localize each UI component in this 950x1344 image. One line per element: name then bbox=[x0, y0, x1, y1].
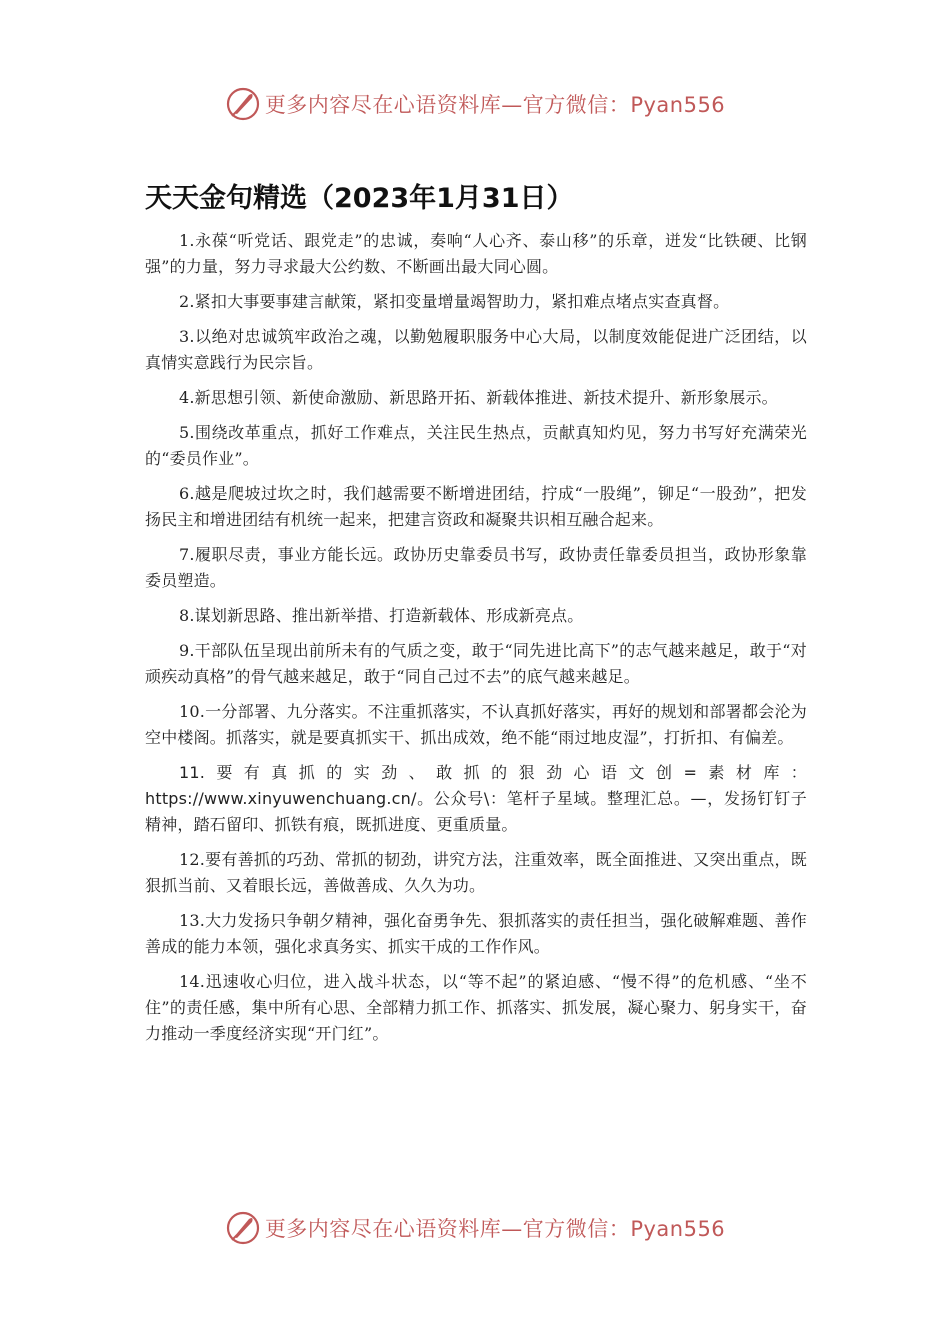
footer-banner-text: 更多内容尽在心语资料库—官方微信：Pyan556 bbox=[264, 1217, 726, 1241]
paragraph-9: 9.干部队伍呈现出前所未有的气质之变，敢于“同先进比高下”的志气越来越足，敢于“对顽疾动真格”的骨气越来越足，敢于“同自己过不去”的底气越来越足。 bbox=[145, 641, 807, 686]
paragraph-14: 14.迅速收心归位，进入战斗状态，以“等不起”的紧迫感、“慢不得”的危机感、“坐不住”的责任感，集中所有心思、全部精力抓工作、抓落实、抓发展，凝心聚力、躬身实干，奋力推动一季度经济实现“开门红”。 bbox=[145, 972, 807, 1043]
paragraph-10: 10.一分部署、九分落实。不注重抓落实，不认真抓好落实，再好的规划和部署都会沦为空中楼阁。抓落实，就是要真抓实干、抓出成效，绝不能“雨过地皮湿”，打折扣、有偏差。 bbox=[145, 702, 807, 747]
paragraph-11: 11.要有真抓的实劲、敢抓的狠劲心语文创=素材库：https://www.xinyuwenchuang.cn/。公众号\：笔杆子星域。整理汇总。—，发扬钉钉子精神，踏石留印、抓铁有痕，既抓进度、更重质量。 bbox=[145, 763, 807, 834]
paragraph-6: 6.越是爬坡过坎之时，我们越需要不断增进团结，拧成“一股绳”，铆足“一股劲”，把发扬民主和增进团结有机统一起来，把建言资政和凝聚共识相互融合起来。 bbox=[145, 484, 807, 529]
document-body bbox=[145, 228, 807, 1056]
paragraph-8: 8.谋划新思路、推出新举措、打造新载体、形成新亮点。 bbox=[179, 606, 584, 625]
paragraph-4: 4.新思想引领、新使命激励、新思路开拓、新载体推进、新技术提升、新形象展示。 bbox=[179, 388, 778, 407]
header-banner bbox=[0, 84, 950, 124]
document-title: 天天金句精选（2023年1月31日） bbox=[145, 183, 574, 214]
paragraph-13: 13.大力发扬只争朝夕精神，强化奋勇争先、狠抓落实的责任担当，强化破解难题、善作善成的能力本领，强化求真务实、抓实干成的工作作风。 bbox=[145, 911, 807, 956]
paragraph-1: 1.永葆“听党话、跟党走”的忠诚，奏响“人心齐、泰山移”的乐章，迸发“比铁硬、比钢强”的力量，努力寻求最大公约数、不断画出最大同心圆。 bbox=[145, 231, 807, 276]
footer-banner bbox=[0, 1208, 950, 1248]
paragraph-2: 2.紧扣大事要事建言献策，紧扣变量增量竭智助力，紧扣难点堵点实查真督。 bbox=[179, 292, 730, 311]
header-banner-text: 更多内容尽在心语资料库—官方微信：Pyan556 bbox=[264, 93, 726, 117]
paragraph-3: 3.以绝对忠诚筑牢政治之魂，以勤勉履职服务中心大局，以制度效能促进广泛团结，以真情实意践行为民宗旨。 bbox=[145, 327, 807, 372]
paragraph-12: 12.要有善抓的巧劲、常抓的韧劲，讲究方法，注重效率，既全面推进、又突出重点，既狠抓当前、又着眼长远，善做善成、久久为功。 bbox=[145, 850, 807, 895]
header-wechat-id: Pyan556 bbox=[630, 93, 726, 117]
footer-wechat-id: Pyan556 bbox=[630, 1217, 726, 1241]
paragraph-7: 7.履职尽责，事业方能长远。政协历史靠委员书写，政协责任靠委员担当，政协形象靠委员塑造。 bbox=[145, 545, 807, 590]
quill-pen-logo-icon bbox=[225, 86, 261, 122]
paragraph-5: 5.围绕改革重点，抓好工作难点，关注民生热点，贡献真知灼见，努力书写好充满荣光的“委员作业”。 bbox=[145, 423, 807, 468]
quill-pen-logo-icon bbox=[225, 1210, 261, 1246]
